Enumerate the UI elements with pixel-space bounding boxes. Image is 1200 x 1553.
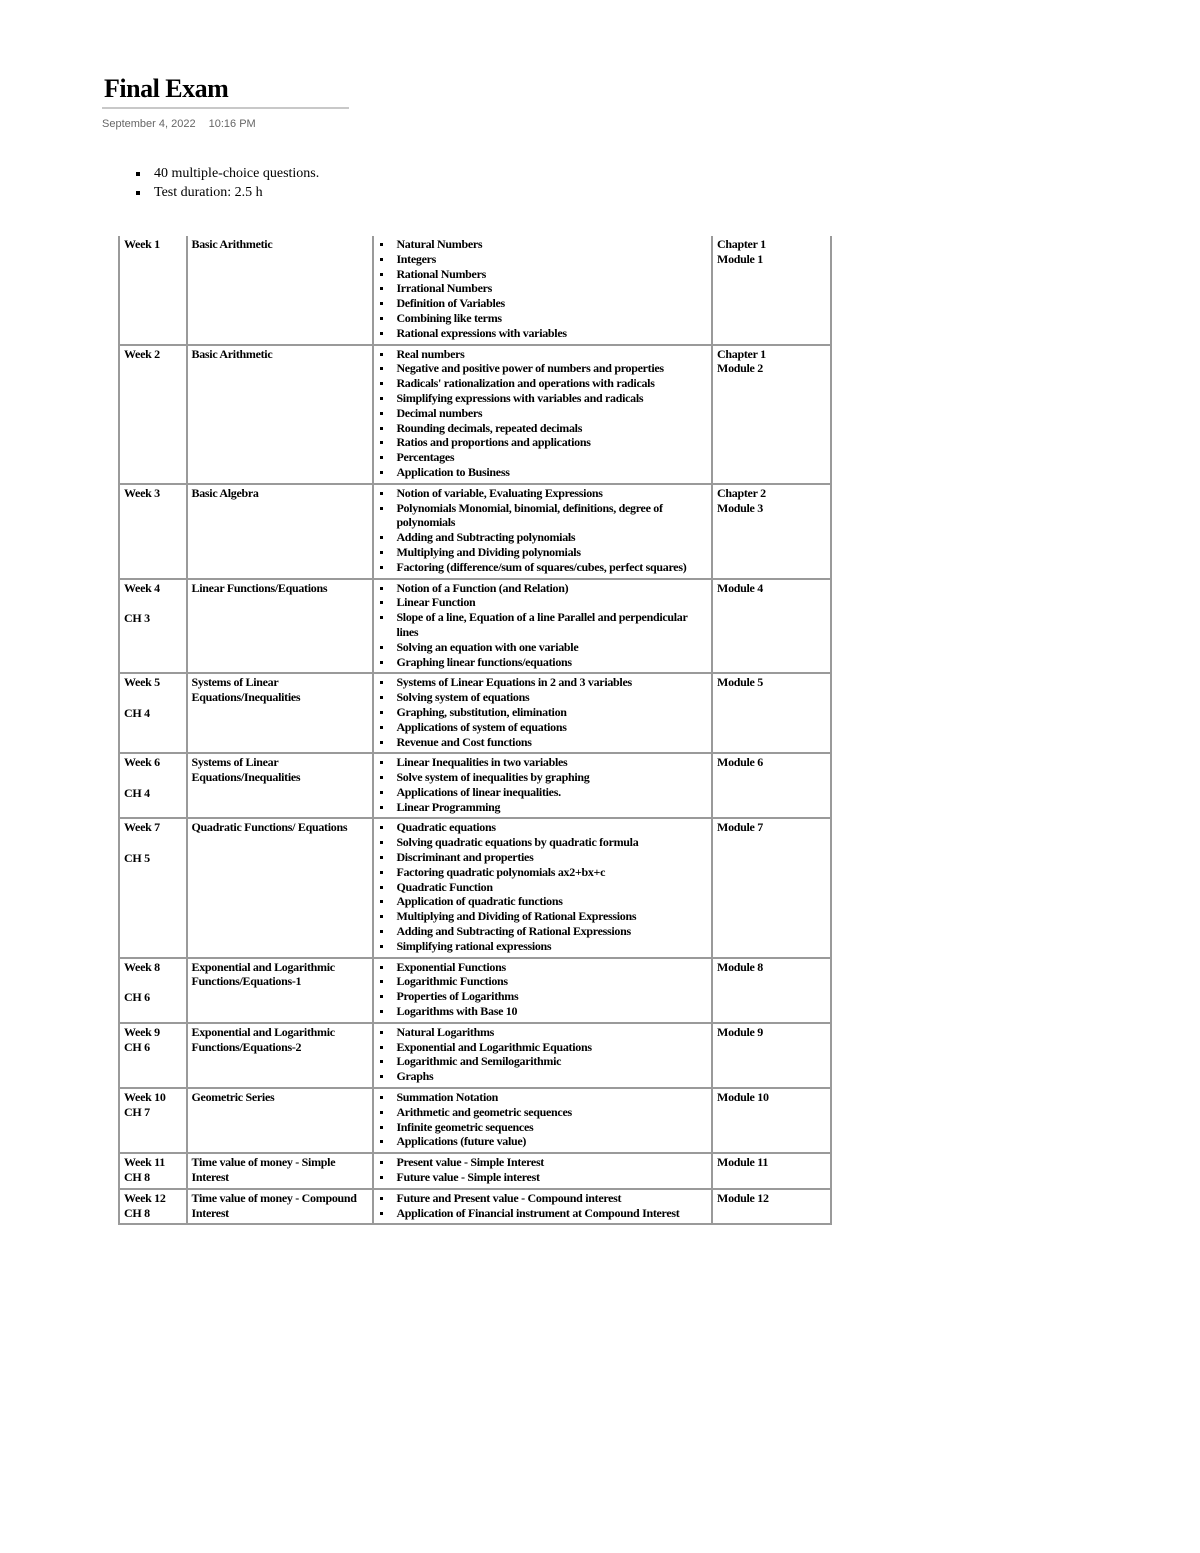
topic-item: Decimal numbers	[378, 406, 707, 421]
schedule-row	[119, 958, 831, 1023]
module-label: Module 7	[717, 820, 763, 835]
topic-item: Ratios and proportions and applications	[378, 435, 707, 450]
topic-items-list	[378, 581, 707, 670]
topic-item: Simplifying expressions with variables and radicals	[378, 391, 707, 406]
topic-item: Applications of system of equations	[378, 720, 707, 735]
page-time: 10:16 PM	[208, 118, 256, 130]
topic-items-list	[378, 755, 707, 814]
module-cell	[712, 958, 831, 1023]
topics-list-cell	[373, 958, 712, 1023]
topic-item: Application of Financial instrument at Compound Interest	[378, 1206, 707, 1221]
chapter-label: CH 6	[124, 990, 150, 1005]
week-cell	[119, 1023, 187, 1088]
module-label: Module 10	[717, 1090, 769, 1105]
module-cell	[712, 579, 831, 674]
week-cell	[119, 673, 187, 753]
chapter-label: CH 6	[124, 1039, 150, 1054]
schedule-row	[119, 1189, 831, 1225]
week-label: Week 4	[124, 580, 160, 595]
topic-item: Linear Programming	[378, 800, 707, 815]
chapter-label: CH 8	[124, 1170, 150, 1185]
module-label: Chapter 1	[717, 346, 766, 361]
week-label: Week 5	[124, 675, 160, 690]
topic-item: Arithmetic and geometric sequences	[378, 1105, 707, 1120]
module-cell	[712, 484, 831, 579]
topic-item: Future value - Simple interest	[378, 1170, 707, 1185]
topic-item: Multiplying and Dividing polynomials	[378, 545, 707, 560]
topic-items-list	[378, 237, 707, 341]
chapter-label: CH 4	[124, 706, 150, 721]
schedule-row	[119, 345, 831, 484]
schedule-row	[119, 1088, 831, 1153]
topic-item: Factoring (difference/sum of squares/cubes, perfect squares)	[378, 560, 707, 575]
topics-list-cell	[373, 345, 712, 484]
course-schedule-table	[118, 236, 832, 1225]
topic-item: Notion of a Function (and Relation)	[378, 581, 707, 596]
topic-items-list	[378, 1191, 707, 1221]
module-label: Module 12	[717, 1190, 769, 1205]
schedule-row	[119, 1153, 831, 1189]
topic-item: Application of quadratic functions	[378, 894, 707, 909]
topic-cell: Linear Functions/Equations	[187, 579, 374, 674]
topic-item: Integers	[378, 252, 707, 267]
module-label: Chapter 1	[717, 237, 766, 251]
topic-item: Definition of Variables	[378, 296, 707, 311]
topic-item: Exponential and Logarithmic Equations	[378, 1040, 707, 1055]
topic-item: Rational Numbers	[378, 267, 707, 282]
topic-item: Solving system of equations	[378, 690, 707, 705]
module-label: Module 9	[717, 1024, 763, 1039]
topic-item: Logarithmic and Semilogarithmic	[378, 1054, 707, 1069]
topic-item: Graphs	[378, 1069, 707, 1084]
module-label: Module 3	[717, 500, 763, 515]
module-cell	[712, 345, 831, 484]
topics-list-cell	[373, 484, 712, 579]
topic-items-list	[378, 347, 707, 480]
topic-item: Solving an equation with one variable	[378, 640, 707, 655]
module-cell	[712, 753, 831, 818]
topic-item: Rational expressions with variables	[378, 326, 707, 341]
module-cell	[712, 1153, 831, 1189]
chapter-label: CH 7	[124, 1104, 150, 1119]
topic-item: Infinite geometric sequences	[378, 1120, 707, 1135]
module-cell	[712, 1023, 831, 1088]
topics-list-cell	[373, 673, 712, 753]
topic-item: Linear Inequalities in two variables	[378, 755, 707, 770]
topic-items-list	[378, 1025, 707, 1084]
week-label: Week 9	[124, 1024, 160, 1039]
topic-items-list	[378, 1090, 707, 1149]
topic-item: Solve system of inequalities by graphing	[378, 770, 707, 785]
topic-item: Polynomials Monomial, binomial, definitions, degree of polynomials	[378, 501, 707, 531]
week-cell	[119, 753, 187, 818]
topic-item: Slope of a line, Equation of a line Parallel and perpendicular lines	[378, 610, 707, 640]
week-label: Week 2	[124, 346, 160, 361]
topic-item: Adding and Subtracting polynomials	[378, 530, 707, 545]
topic-cell: Basic Arithmetic	[187, 345, 374, 484]
topic-item: Graphing, substitution, elimination	[378, 705, 707, 720]
week-cell	[119, 1189, 187, 1225]
module-cell	[712, 673, 831, 753]
chapter-label: CH 8	[124, 1205, 150, 1220]
module-label: Module 1	[717, 251, 763, 266]
week-label: Week 6	[124, 755, 160, 770]
topic-item: Solving quadratic equations by quadratic formula	[378, 835, 707, 850]
topic-item: Natural Logarithms	[378, 1025, 707, 1040]
page-timestamp	[102, 118, 256, 130]
topic-item: Revenue and Cost functions	[378, 735, 707, 750]
topic-item: Graphing linear functions/equations	[378, 655, 707, 670]
week-cell	[119, 958, 187, 1023]
chapter-label: CH 5	[124, 851, 150, 866]
topics-list-cell	[373, 1189, 712, 1225]
week-cell	[119, 345, 187, 484]
module-cell	[712, 1189, 831, 1225]
module-cell	[712, 818, 831, 957]
week-cell	[119, 236, 187, 345]
week-cell	[119, 1153, 187, 1189]
week-cell	[119, 484, 187, 579]
topic-item: Application to Business	[378, 465, 707, 480]
topic-item: Negative and positive power of numbers and properties	[378, 361, 707, 376]
topic-cell: Basic Arithmetic	[187, 236, 374, 345]
week-label: Week 11	[124, 1155, 165, 1170]
week-label: Week 7	[124, 820, 160, 835]
topic-item: Quadratic equations	[378, 820, 707, 835]
schedule-row	[119, 484, 831, 579]
topic-items-list	[378, 675, 707, 749]
topics-list-cell	[373, 753, 712, 818]
topic-cell: Systems of Linear Equations/Inequalities	[187, 673, 374, 753]
topic-items-list	[378, 1155, 707, 1185]
topic-items-list	[378, 486, 707, 575]
topic-cell: Exponential and Logarithmic Functions/Equations-2	[187, 1023, 374, 1088]
week-label: Week 10	[124, 1090, 166, 1105]
schedule-row	[119, 1023, 831, 1088]
topic-item: Percentages	[378, 450, 707, 465]
module-cell	[712, 236, 831, 345]
topic-items-list	[378, 820, 707, 953]
topic-item: Real numbers	[378, 347, 707, 362]
topic-item: Present value - Simple Interest	[378, 1155, 707, 1170]
module-label: Chapter 2	[717, 485, 766, 500]
page-title: Final Exam	[104, 74, 229, 103]
topic-item: Rounding decimals, repeated decimals	[378, 421, 707, 436]
topic-cell: Time value of money - Compound Interest	[187, 1189, 374, 1225]
chapter-label: CH 4	[124, 786, 150, 801]
topic-cell: Systems of Linear Equations/Inequalities	[187, 753, 374, 818]
week-label: Week 3	[124, 485, 160, 500]
schedule-row	[119, 236, 831, 345]
topic-item: Discriminant and properties	[378, 850, 707, 865]
topic-item: Notion of variable, Evaluating Expressions	[378, 486, 707, 501]
topic-item: Future and Present value - Compound interest	[378, 1191, 707, 1206]
week-label: Week 1	[124, 237, 160, 251]
topic-cell: Exponential and Logarithmic Functions/Equations-1	[187, 958, 374, 1023]
schedule-row	[119, 673, 831, 753]
topic-item: Exponential Functions	[378, 960, 707, 975]
topic-item: Summation Notation	[378, 1090, 707, 1105]
week-cell	[119, 579, 187, 674]
topic-item: Applications (future value)	[378, 1134, 707, 1149]
topics-list-cell	[373, 1088, 712, 1153]
topic-item: Logarithmic Functions	[378, 974, 707, 989]
topics-list-cell	[373, 1023, 712, 1088]
topic-item: Applications of linear inequalities.	[378, 785, 707, 800]
week-label: Week 8	[124, 959, 160, 974]
chapter-label: CH 3	[124, 611, 150, 626]
schedule-row	[119, 818, 831, 957]
topic-item: Factoring quadratic polynomials ax2+bx+c	[378, 865, 707, 880]
module-label: Module 6	[717, 755, 763, 770]
topics-list-cell	[373, 236, 712, 345]
title-divider	[102, 107, 349, 109]
week-cell	[119, 1088, 187, 1153]
topic-item: Logarithms with Base 10	[378, 1004, 707, 1019]
topic-item: Simplifying rational expressions	[378, 939, 707, 954]
page-date: September 4, 2022	[102, 118, 196, 130]
topics-list-cell	[373, 1153, 712, 1189]
module-label: Module 11	[717, 1155, 769, 1170]
week-label: Week 12	[124, 1190, 166, 1205]
exam-info-item: Test duration: 2.5 h	[134, 183, 319, 202]
exam-info-list	[134, 164, 319, 202]
topic-item: Properties of Logarithms	[378, 989, 707, 1004]
topic-cell: Basic Algebra	[187, 484, 374, 579]
topic-item: Quadratic Function	[378, 880, 707, 895]
topic-items-list	[378, 960, 707, 1019]
exam-info-item: 40 multiple-choice questions.	[134, 164, 319, 183]
module-label: Module 2	[717, 361, 763, 376]
schedule-row	[119, 579, 831, 674]
topic-cell: Quadratic Functions/ Equations	[187, 818, 374, 957]
week-cell	[119, 818, 187, 957]
topic-item: Natural Numbers	[378, 237, 707, 252]
topic-cell: Geometric Series	[187, 1088, 374, 1153]
module-label: Module 5	[717, 675, 763, 690]
topic-item: Linear Function	[378, 595, 707, 610]
topic-item: Irrational Numbers	[378, 281, 707, 296]
topic-item: Adding and Subtracting of Rational Expressions	[378, 924, 707, 939]
topic-item: Radicals' rationalization and operations with radicals	[378, 376, 707, 391]
topics-list-cell	[373, 818, 712, 957]
module-cell	[712, 1088, 831, 1153]
topic-item: Multiplying and Dividing of Rational Expressions	[378, 909, 707, 924]
module-label: Module 8	[717, 959, 763, 974]
schedule-row	[119, 753, 831, 818]
topic-item: Combining like terms	[378, 311, 707, 326]
topic-cell: Time value of money - Simple Interest	[187, 1153, 374, 1189]
module-label: Module 4	[717, 580, 763, 595]
topics-list-cell	[373, 579, 712, 674]
topic-item: Systems of Linear Equations in 2 and 3 variables	[378, 675, 707, 690]
